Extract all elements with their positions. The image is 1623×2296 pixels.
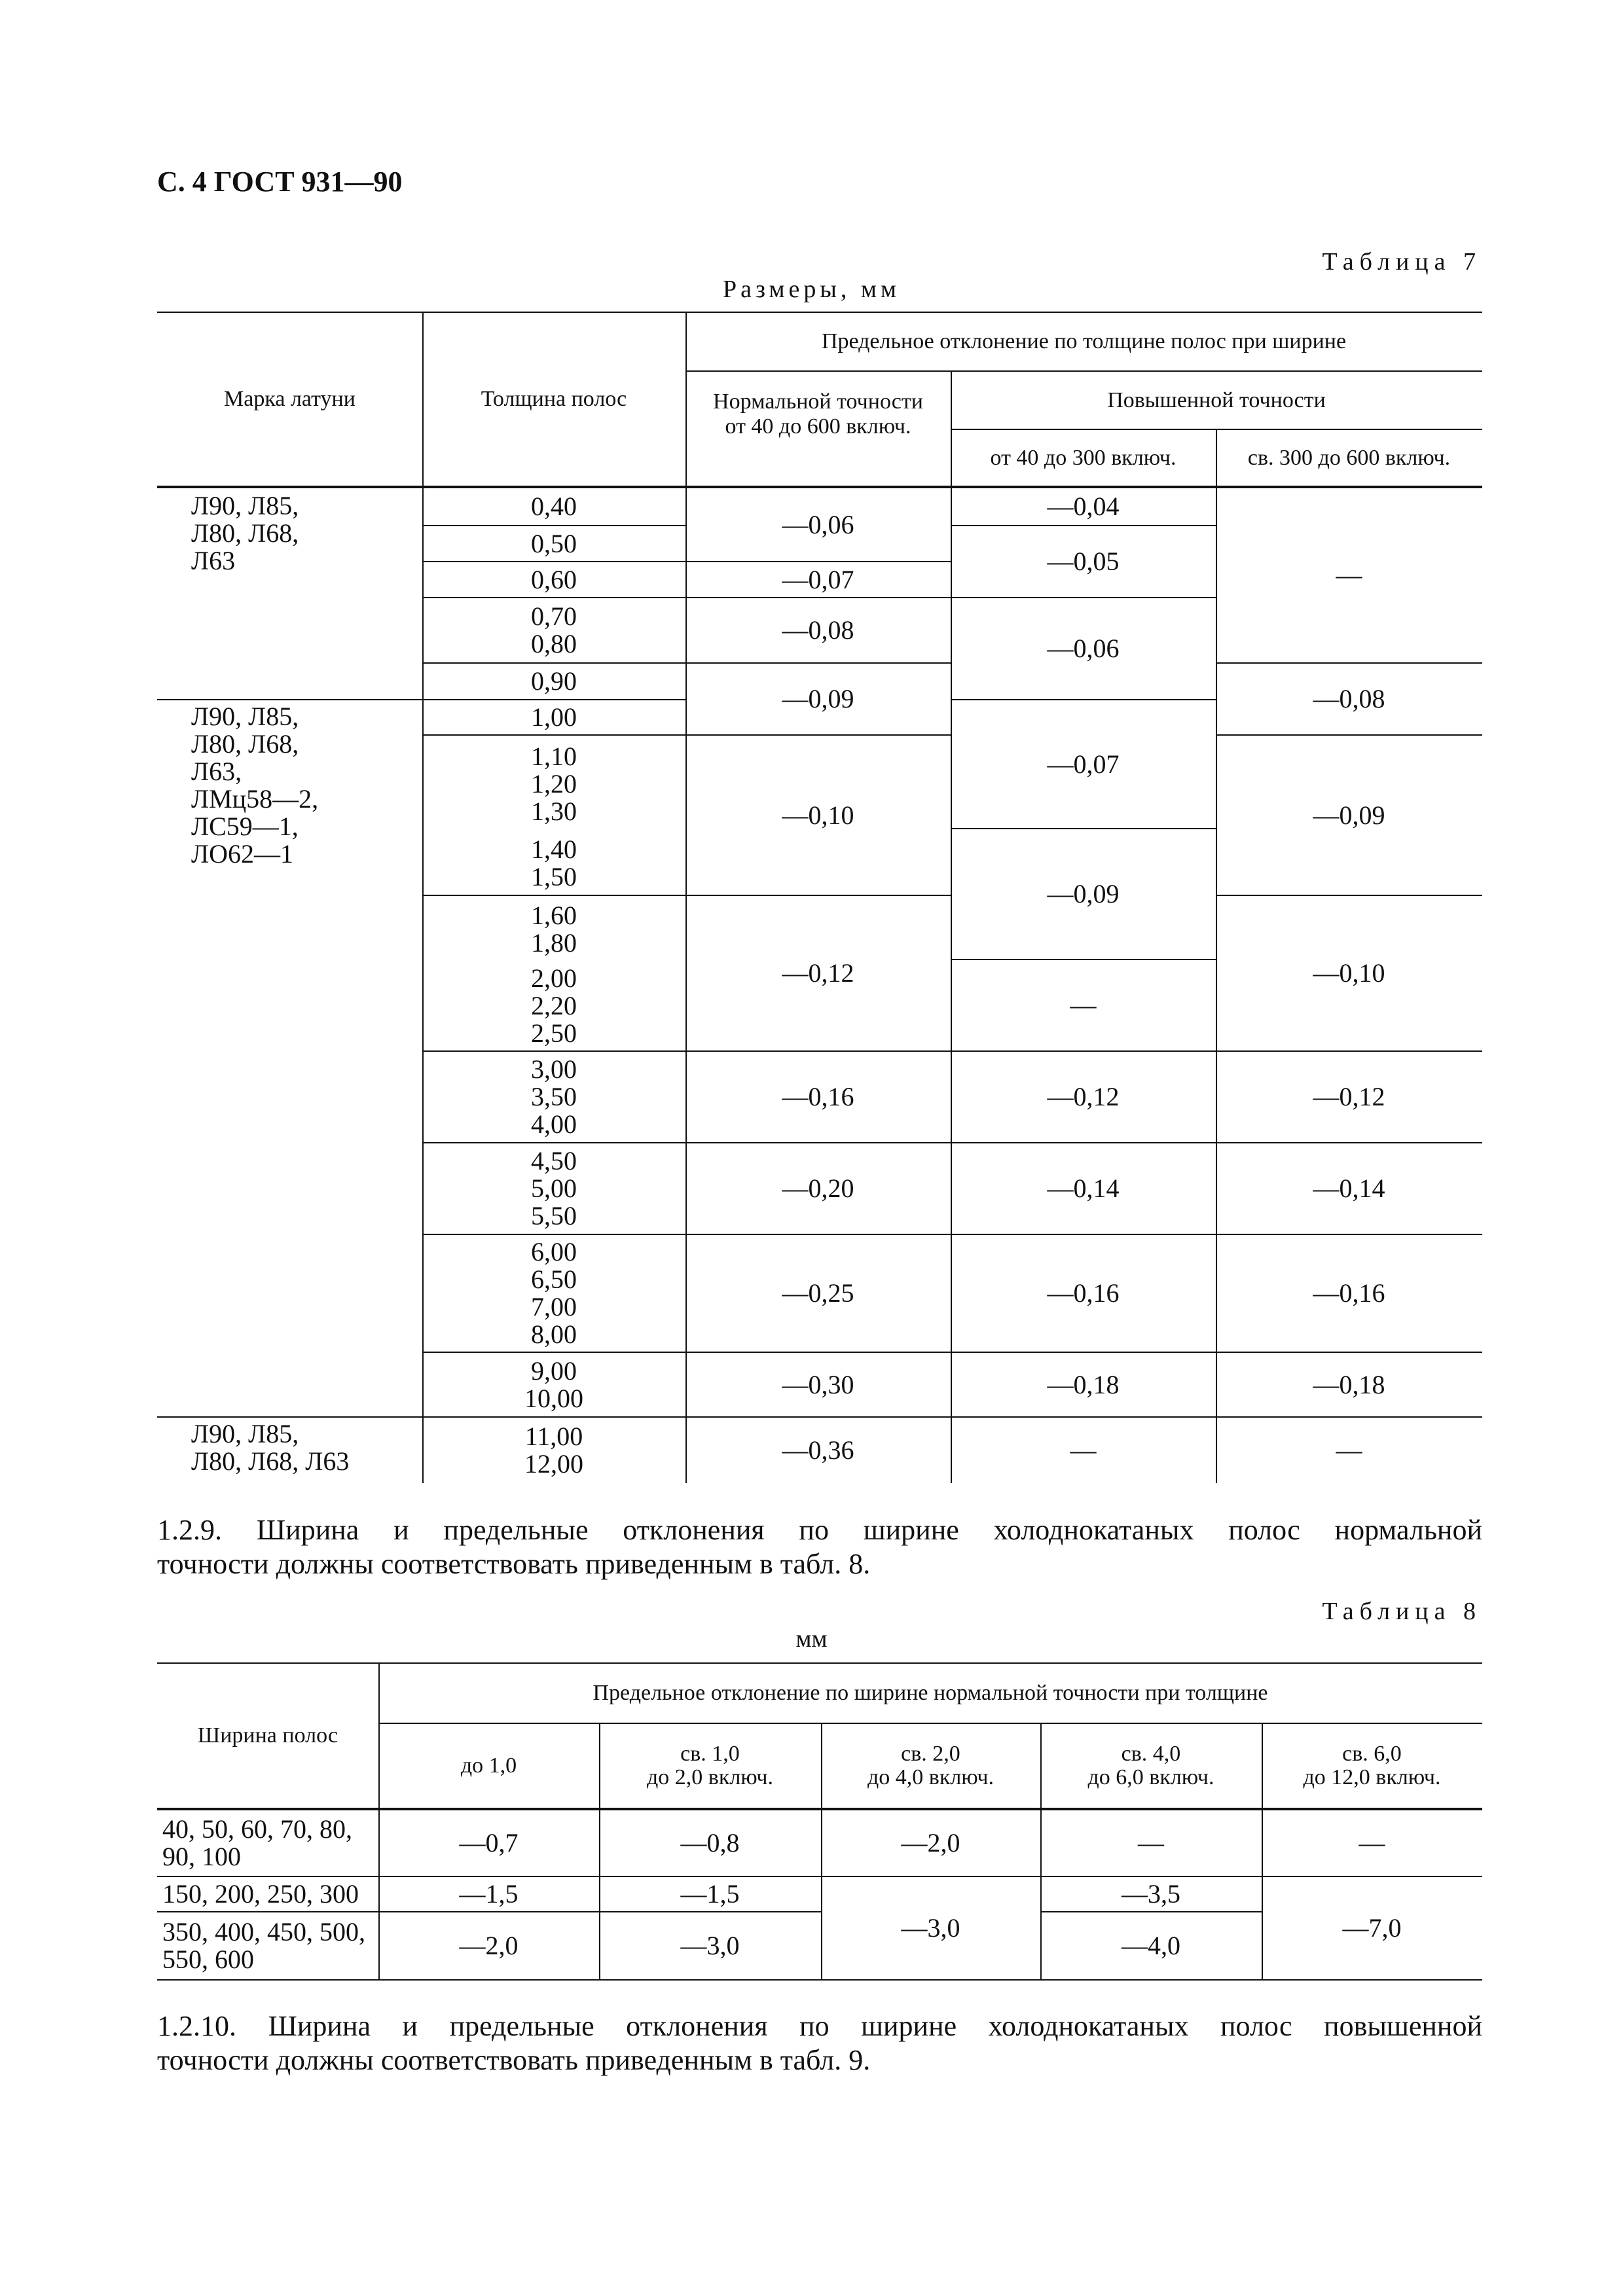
t7-high-a: —0,05	[1047, 547, 1120, 576]
t7-normal: —0,09	[782, 684, 854, 713]
t7-high-b: —0,09	[1313, 800, 1385, 830]
table8-unit: мм	[795, 1625, 828, 1653]
t8-c1: —1,5	[459, 1879, 519, 1909]
t7-normal: —0,07	[782, 564, 854, 594]
t7-header-high-b: св. 300 до 600 включ.	[1247, 445, 1451, 470]
t8-c4: —	[1138, 1828, 1164, 1857]
t7-thickness: 6,00 6,50 7,00 8,00	[531, 1237, 577, 1349]
t7-high-a: —	[1070, 990, 1097, 1020]
paragraph-1-2-10	[157, 2009, 1482, 2077]
t7-header-grade: Марка латуни	[224, 387, 356, 411]
t7-high-b: —0,12	[1313, 1082, 1385, 1111]
t7-normal: —0,10	[782, 800, 854, 830]
t8-c4: —3,5	[1122, 1879, 1180, 1909]
t7-high-a: —0,18	[1047, 1369, 1120, 1399]
t8-c1: —2,0	[459, 1931, 519, 1960]
t7-normal: —0,20	[782, 1174, 854, 1203]
table8-caption: Таблица 8	[1322, 1598, 1482, 1625]
t7-header-normal-range: от 40 до 600 включ.	[725, 414, 911, 439]
t7-thickness: 0,70 0,80	[531, 601, 577, 658]
paragraph-line: точности должны соответствовать приведенным в табл. 9.	[157, 2044, 871, 2076]
t7-normal: —0,36	[782, 1435, 854, 1465]
t7-high-a: —0,16	[1047, 1278, 1120, 1308]
t7-thickness: 1,40 1,50	[531, 834, 577, 891]
t8-width: 350, 400, 450, 500, 550, 600	[162, 1917, 365, 1974]
t7-thickness: 1,10 1,20 1,30	[531, 742, 577, 826]
paragraph-line: точности должны соответствовать приведенным в табл. 8.	[157, 1548, 871, 1580]
t8-header-width: Ширина полос	[197, 1723, 338, 1748]
t8-header-c3: св. 2,0 до 4,0 включ.	[867, 1742, 994, 1789]
t7-thickness: 11,00 12,00	[524, 1422, 583, 1479]
t8-c5: —7,0	[1342, 1913, 1402, 1943]
t7-high-a: —0,06	[1047, 634, 1120, 663]
t7-header-group: Предельное отклонение по толщине полос при ширине	[821, 329, 1347, 353]
t8-header-c4: св. 4,0 до 6,0 включ.	[1087, 1742, 1214, 1789]
t8-c3: —2,0	[901, 1828, 960, 1857]
t7-thickness: 3,00 3,50 4,00	[531, 1054, 577, 1139]
t7-high-b: —	[1336, 1435, 1362, 1465]
t8-c3: —3,0	[901, 1913, 960, 1943]
t8-width: 40, 50, 60, 70, 80, 90, 100	[162, 1814, 352, 1871]
t7-thickness: 4,50 5,00 5,50	[531, 1146, 577, 1230]
t7-high-b: —	[1336, 560, 1362, 590]
t7-header-thickness: Толщина полос	[481, 387, 627, 411]
t7-grade: Л90, Л85, Л80, Л68, Л63	[191, 1419, 350, 1476]
t7-high-a: —0,14	[1047, 1174, 1120, 1203]
t7-high-a: —0,07	[1047, 749, 1120, 779]
t7-normal: —0,25	[782, 1278, 854, 1308]
paragraph-line: 1.2.10. Ширина и предельные отклонения по ширине холоднокатаных полос повышенной	[157, 2010, 1482, 2042]
t7-thickness: 1,60 1,80	[531, 901, 577, 958]
t7-normal: —0,08	[782, 615, 854, 645]
t7-thickness: 1,00	[531, 702, 577, 732]
t7-thickness: 0,90	[531, 666, 577, 696]
t7-high-b: —0,14	[1313, 1174, 1385, 1203]
t7-high-b: —0,10	[1313, 958, 1385, 988]
t7-thickness: 2,00 2,20 2,50	[531, 963, 577, 1048]
t8-header-group: Предельное отклонение по ширине нормальной точности при толщине	[593, 1681, 1268, 1705]
t7-high-b: —0,08	[1313, 684, 1385, 713]
t7-grade: Л90, Л85, Л80, Л68, Л63	[191, 491, 299, 575]
t8-width: 150, 200, 250, 300	[162, 1879, 359, 1909]
t8-c2: —1,5	[680, 1879, 740, 1909]
t8-c4: —4,0	[1122, 1931, 1180, 1960]
t7-high-b: —0,18	[1313, 1369, 1385, 1399]
t7-thickness: 0,60	[531, 564, 577, 594]
t7-normal: —0,16	[782, 1082, 854, 1111]
t7-grade: Л90, Л85, Л80, Л68, Л63, ЛМц58—2, ЛС59—1, ЛО62—1	[191, 702, 319, 869]
t7-header-high-a: от 40 до 300 включ.	[990, 445, 1176, 470]
t8-c5: —	[1359, 1828, 1385, 1857]
t7-normal: —0,30	[782, 1369, 854, 1399]
t7-normal: —0,12	[782, 958, 854, 988]
t7-high-b: —0,16	[1313, 1278, 1385, 1308]
t8-header-c5: св. 6,0 до 12,0 включ.	[1303, 1742, 1441, 1789]
page-header: С. 4 ГОСТ 931—90	[157, 166, 403, 198]
t7-high-a: —	[1070, 1435, 1097, 1465]
t7-thickness: 9,00 10,00	[524, 1355, 583, 1413]
t8-c1: —0,7	[459, 1828, 519, 1857]
t7-header-normal: Нормальной точности	[713, 389, 923, 414]
table7-unit: Размеры, мм	[722, 276, 900, 303]
t8-c2: —3,0	[680, 1931, 740, 1960]
t7-normal: —0,06	[782, 509, 854, 539]
t8-header-c2: св. 1,0 до 2,0 включ.	[646, 1742, 774, 1789]
t7-thickness: 0,50	[531, 528, 577, 558]
t8-header-c1: до 1,0	[460, 1753, 517, 1778]
t8-c2: —0,8	[680, 1828, 740, 1857]
t7-high-a: —0,12	[1047, 1082, 1120, 1111]
t7-header-high: Повышенной точности	[1107, 387, 1326, 412]
table7-caption: Таблица 7	[1322, 248, 1482, 276]
paragraph-line: 1.2.9. Ширина и предельные отклонения по ширине холоднокатаных полос нормальной	[157, 1514, 1482, 1546]
t7-thickness: 0,40	[531, 492, 577, 521]
t7-high-a: —0,04	[1047, 492, 1120, 521]
t7-high-a: —0,09	[1047, 879, 1120, 908]
